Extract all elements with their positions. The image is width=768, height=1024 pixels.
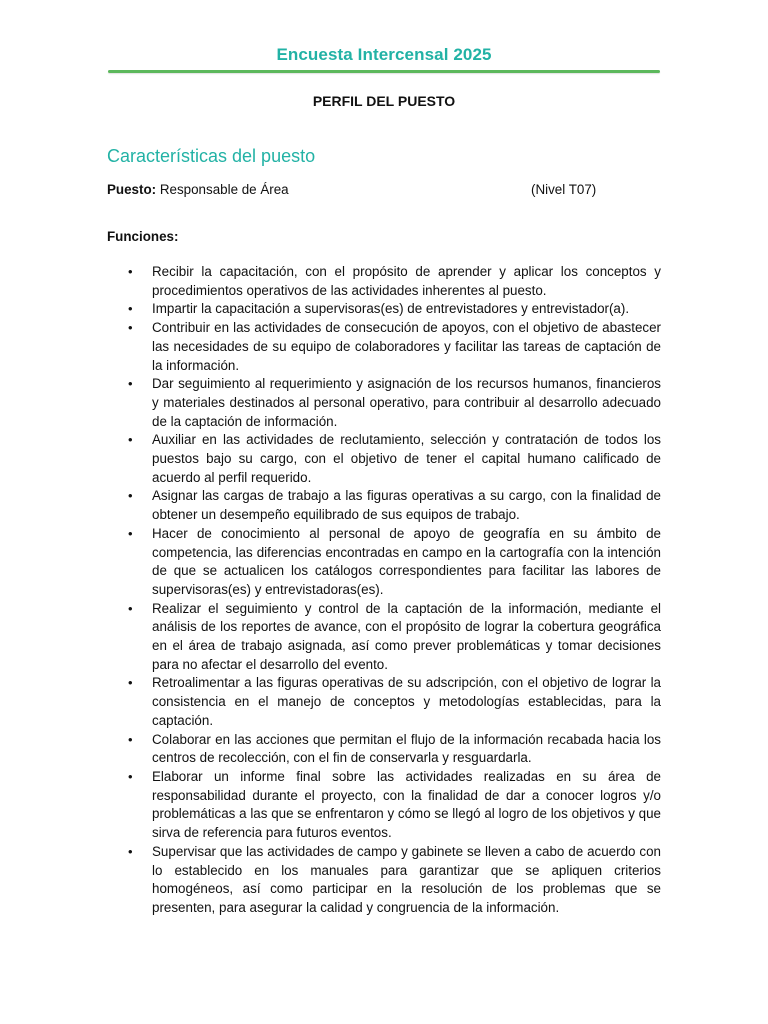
function-item [107, 768, 661, 843]
puesto-value: Responsable de Área [159, 182, 289, 197]
bullet-icon: • [128, 768, 133, 784]
section-heading: Características del puesto [107, 146, 316, 166]
funciones-label: Funciones: [107, 229, 179, 244]
puesto-label: Puesto: [107, 182, 157, 197]
bullet-icon: • [128, 301, 133, 317]
bullet-icon: • [128, 731, 133, 747]
function-item [107, 843, 661, 918]
bullet-icon: • [128, 264, 133, 279]
bullet-icon: • [128, 488, 133, 504]
puesto-level: (Nivel T07) [531, 182, 597, 197]
function-text: Asignar las cargas de trabajo a las figuras operativas a su cargo, con la finalidad de obtener un desempeño equilibrado de sus equipos de trabajo. [152, 488, 661, 523]
bullet-icon: • [128, 600, 133, 616]
bullet-icon: • [128, 376, 133, 392]
function-item [107, 431, 661, 487]
function-text: Colaborar en las acciones que permitan el flujo de la información recabada hacia los centros de recolección, con el fin de conservarla y resguardarla. [152, 731, 661, 766]
bullet-icon: • [128, 843, 133, 859]
function-item [107, 487, 661, 524]
bullet-icon: • [128, 675, 133, 691]
header-divider [108, 70, 660, 73]
puesto-row [107, 182, 667, 197]
functions-list [107, 263, 661, 918]
function-text: Retroalimentar a las figuras operativas de su adscripción, con el objetivo de lograr la consistencia en el manejo de conceptos y metodologías establecidas, para la captación. [152, 675, 661, 728]
function-text: Contribuir en las actividades de consecución de apoyos, con el objetivo de abastecer las necesidades de su equipo de colaboradores y facilitar las tareas de captación de la información. [152, 320, 661, 373]
function-text: Recibir la capacitación, con el propósito de aprender y aplicar los conceptos y procedimientos operativos de las actividades inherentes al puesto. [152, 264, 661, 298]
function-item [107, 674, 661, 730]
document-title: PERFIL DEL PUESTO [312, 93, 456, 109]
function-text: Dar seguimiento al requerimiento y asignación de los recursos humanos, financieros y materiales destinados al personal operativo, para contribuir al desarrollo adecuado de la captación de información. [152, 376, 661, 429]
function-item [107, 731, 661, 768]
function-text: Hacer de conocimiento al personal de apoyo de geografía en su ámbito de competencia, las diferencias encontradas en campo en la cartografía con la intención de que se actualicen los catálogos correspondientes para facilitar las labores de supervisoras(es) y entrevistadoras(es). [152, 525, 661, 597]
function-item [107, 375, 661, 431]
function-item [107, 263, 661, 300]
function-text: Auxiliar en las actividades de reclutamiento, selección y contratación de todos los puestos bajo su cargo, con el objetivo de tener el capital humano calificado de acuerdo al perfil requerido. [152, 432, 661, 485]
header-title: Encuesta Intercensal 2025 [276, 45, 492, 64]
function-text: Supervisar que las actividades de campo y gabinete se lleven a cabo de acuerdo con lo establecido en los manuales para garantizar que se apliquen criterios homogéneos, así como participar en la resolución de los problemas que se presenten, para asegurar la calidad y congruencia de la información. [152, 843, 661, 915]
function-text: Impartir la capacitación a supervisoras(es) de entrevistadores y entrevistador(a). [152, 301, 630, 317]
function-item [107, 300, 661, 319]
function-item [107, 525, 661, 600]
function-text: Elaborar un informe final sobre las actividades realizadas en su área de responsabilidad durante el proyecto, con la finalidad de dar a conocer logros y/o problemáticas a las que se enfrentaron y cómo se llegó al logro de los objetivos y que sirva de referencia para futuros eventos. [152, 768, 661, 841]
function-item [107, 319, 661, 375]
bullet-icon: • [128, 432, 133, 448]
function-item [107, 600, 661, 675]
bullet-icon: • [128, 320, 133, 336]
bullet-icon: • [128, 525, 133, 541]
function-text: Realizar el seguimiento y control de la captación de la información, mediante el análisis de los reportes de avance, con el propósito de lograr la cobertura geográfica en el área de trabajo asignada, así como prever problemáticas y tomar decisiones para no afectar el desarrollo del evento. [152, 600, 661, 672]
